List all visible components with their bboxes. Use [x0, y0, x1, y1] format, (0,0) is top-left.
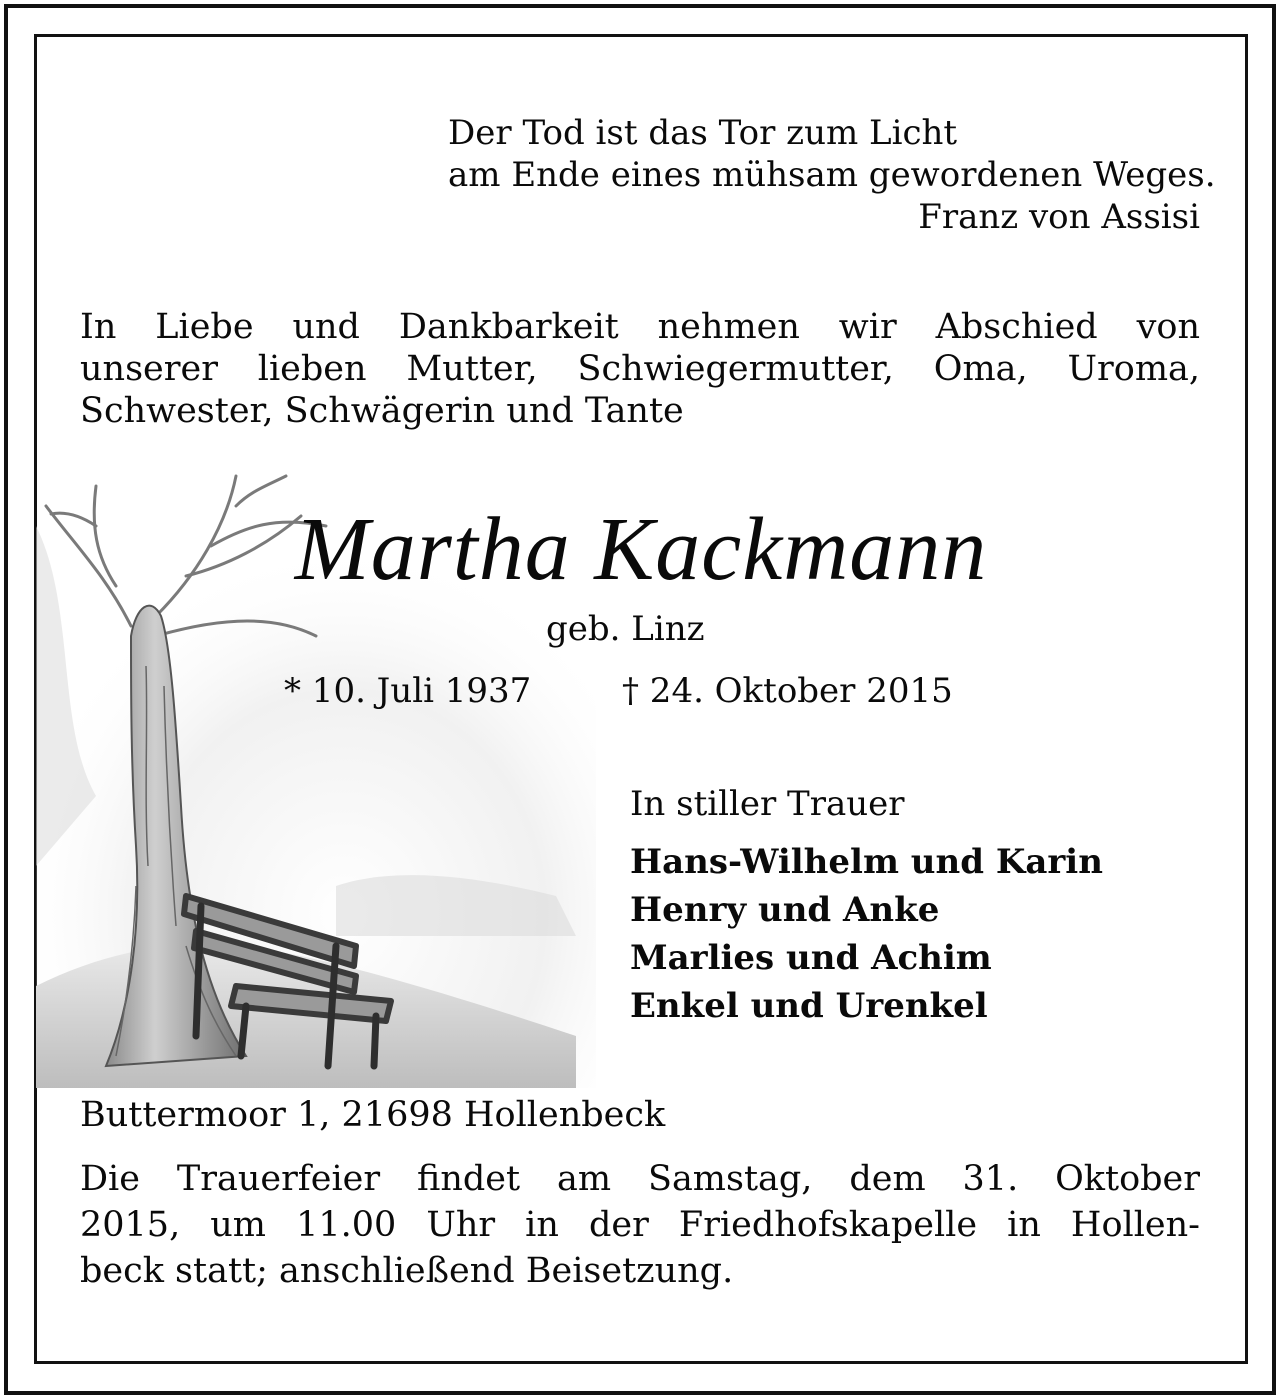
service-line: Die Trauerfeier findet am Samstag, dem 31. Oktober: [80, 1159, 1200, 1199]
mourning-label: In stiller Trauer: [630, 784, 905, 824]
intro-line: In Liebe und Dankbarkeit nehmen wir Abschied von: [80, 307, 1200, 347]
quote-line: am Ende eines mühsam gewordenen Weges.: [448, 155, 1216, 195]
epigraph-quote: [448, 112, 1216, 238]
deceased-name: Martha Kackmann: [294, 500, 988, 599]
intro-text: [80, 306, 1200, 432]
intro-line: unserer lieben Mutter, Schwiegermutter, Oma, Uroma,: [80, 349, 1200, 389]
mourner-name: Hans-Wilhelm und Karin: [630, 842, 1103, 882]
birth-date: * 10. Juli 1937: [284, 671, 532, 711]
service-line: 2015, um 11.00 Uhr in der Friedhofskapelle in Hollen-: [80, 1205, 1200, 1245]
funeral-service-text: [80, 1156, 1200, 1294]
family-address: Buttermoor 1, 21698 Hollenbeck: [80, 1095, 666, 1135]
maiden-name: geb. Linz: [546, 609, 705, 649]
quote-line: Der Tod ist das Tor zum Licht: [448, 113, 958, 153]
mourner-name: Enkel und Urenkel: [630, 986, 988, 1026]
quote-author: Franz von Assisi: [918, 197, 1200, 237]
mourner-name: Marlies und Achim: [630, 938, 992, 978]
service-line: beck statt; anschließend Beisetzung.: [80, 1251, 734, 1291]
intro-line: Schwester, Schwägerin und Tante: [80, 391, 684, 431]
death-date: † 24. Oktober 2015: [622, 671, 953, 711]
mourner-name: Henry und Anke: [630, 890, 940, 930]
mourners-list: [630, 838, 1103, 1030]
